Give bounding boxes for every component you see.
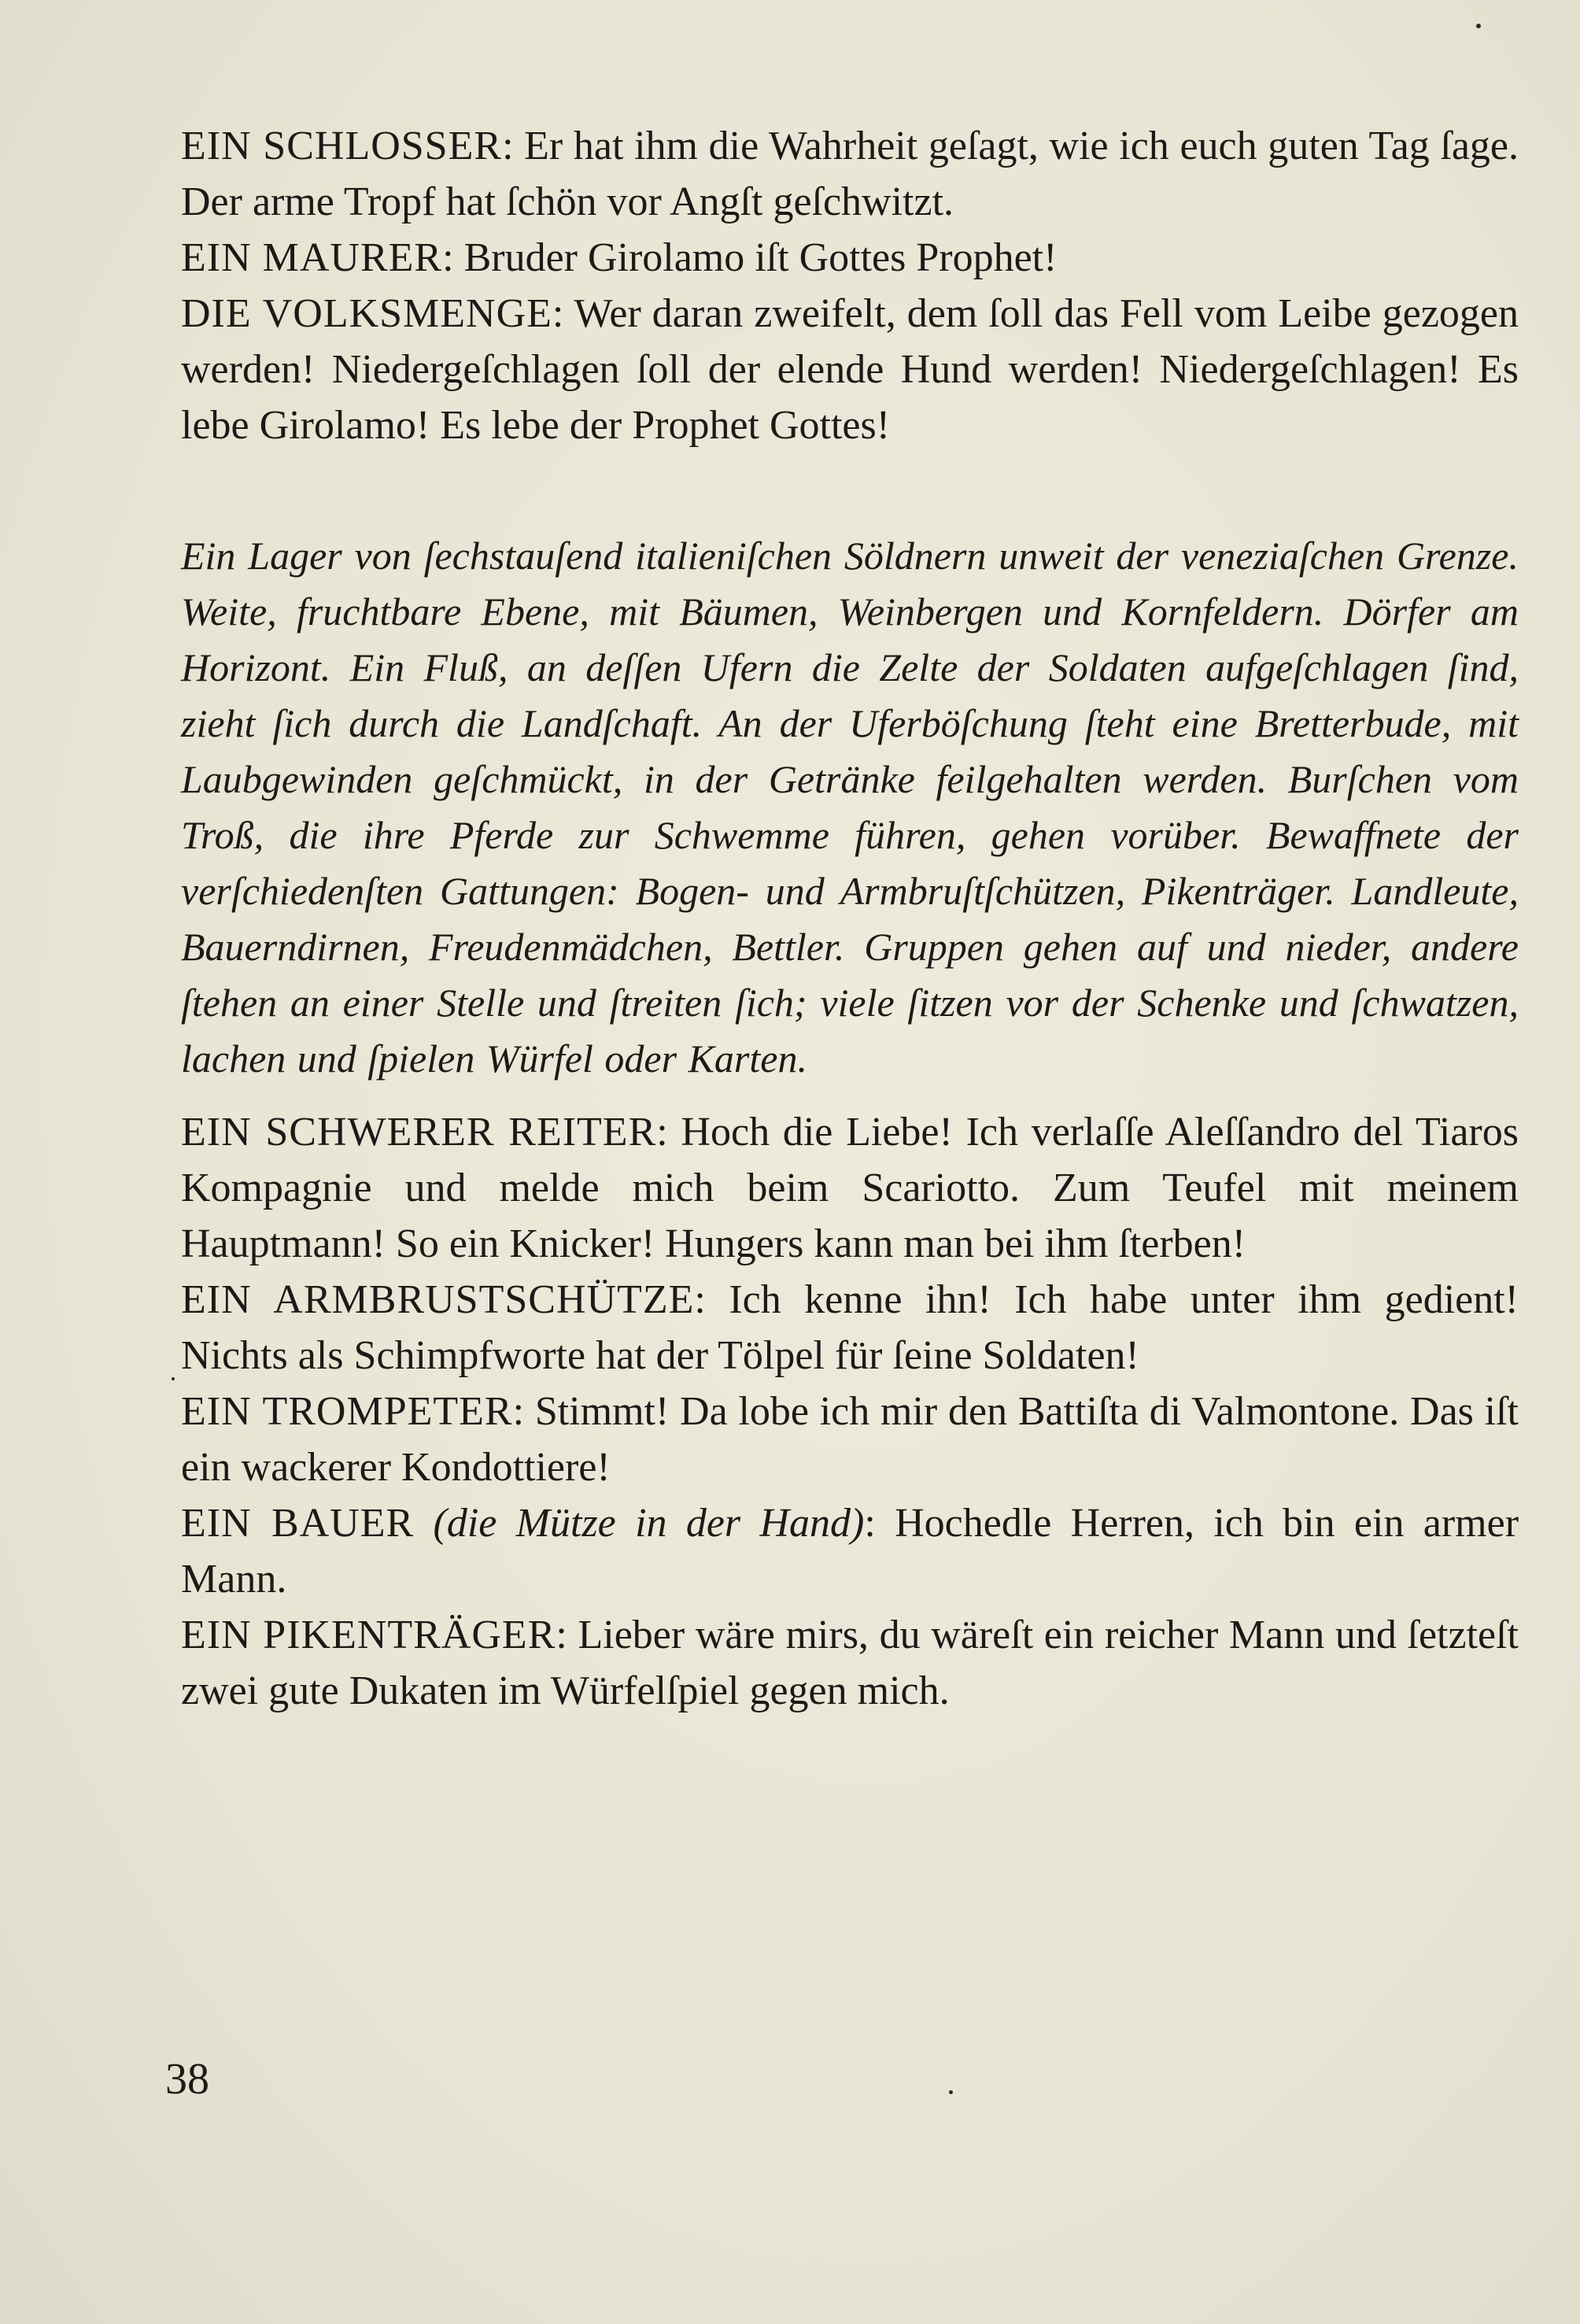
speaker-name: EIN SCHLOSSER <box>181 124 503 168</box>
speaker-stage-note: (die Mütze in der Hand) <box>433 1501 865 1546</box>
speech-volksmenge: DIE VOLKSMENGE: Wer daran zweifelt, dem ſoll das Fell vom Leibe gezogen werden! Niedergeſchlagen ſoll der elende Hund werden! Niedergeſchlagen! Es lebe Girolamo! Es lebe der Prophet Gottes! <box>181 291 1519 448</box>
speech-text: Hoch die Liebe! Ich verlaſſe Aleſſandro del Tiaros Kompagnie und melde mich beim Scariotto. Zum Teufel mit meinem Hauptmann! So ein Knicker! Hungers kann man bei ihm ſterben! <box>181 1110 1519 1266</box>
speech-text: Stimmt! Da lobe ich mir den Battiſta di Valmontone. Das iſt ein wackerer Kondottiere! <box>181 1389 1519 1490</box>
speech-text: Wer daran zweifelt, dem ſoll das Fell vom Leibe gezogen werden! Niedergeſchlagen ſoll der elende Hund werden! Niedergeſchlagen! Es lebe Girolamo! Es lebe der Prophet Gottes! <box>181 291 1519 448</box>
paper-speck <box>949 2090 953 2094</box>
speech-trompeter: EIN TROMPETER: Stimmt! Da lobe ich mir den Battiſta di Valmontone. Das iſt ein wackerer Kondottiere! <box>181 1389 1519 1490</box>
speaker-name: EIN SCHWERER REITER <box>181 1110 657 1155</box>
speech-text: Er hat ihm die Wahrheit geſagt, wie ich euch guten Tag ſage. Der arme Tropf hat ſchön vor Angſt geſchwitzt. <box>181 124 1519 224</box>
paper-speck <box>172 1377 175 1380</box>
speech-armbrustschuetze: EIN ARMBRUSTSCHÜTZE: Ich kenne ihn! Ich habe unter ihm gedient! Nichts als Schimpfworte hat der Tölpel für ſeine Soldaten! <box>181 1277 1519 1378</box>
speaker-name: EIN BAUER <box>181 1501 415 1546</box>
page-number: 38 <box>165 2055 209 2104</box>
speaker-name: EIN MAURER <box>181 235 443 280</box>
speaker-name: DIE VOLKSMENGE <box>181 291 552 336</box>
speech-text: Ich kenne ihn! Ich habe unter ihm gedient! Nichts als Schimpfworte hat der Tölpel für ſeine Soldaten! <box>181 1277 1519 1378</box>
speech-bauer: EIN BAUER (die Mütze in der Hand): Hochedle Herren, ich bin ein armer Mann. <box>181 1501 1519 1602</box>
speech-pikentraeger: EIN PIKENTRÄGER: Lieber wäre mirs, du wäreſt ein reicher Mann und ſetzteſt zwei gute Dukaten im Würfelſpiel gegen mich. <box>181 1613 1519 1713</box>
page-text-block <box>181 118 1519 1719</box>
speech-text: Lieber wäre mirs, du wäreſt ein reicher Mann und ſetzteſt zwei gute Dukaten im Würfelſpiel gegen mich. <box>181 1613 1519 1713</box>
stage-direction: Ein Lager von ſechstauſend italieniſchen Söldnern unweit der veneziaſchen Grenze. Weite, fruchtbare Ebene, mit Bäumen, Weinbergen und Kornfeldern. Dörfer am Horizont. Ein Fluß, an deſſen Ufern die Zelte der Soldaten aufgeſchlagen ſind, zieht ſich durch die Landſchaft. An der Uferböſchung ſteht eine Bretterbude, mit Laubgewinden geſchmückt, in der Getränke feilgehalten werden. Burſchen vom Troß, die ihre Pferde zur Schwemme führen, gehen vorüber. Bewaffnete der verſchiedenſten Gattungen: Bogen- und Armbruſtſchützen, Pikenträger. Landleute, Bauerndirnen, Freudenmädchen, Bettler. Gruppen gehen auf und nieder, andere ſtehen an einer Stelle und ſtreiten ſich; viele ſitzen vor der Schenke und ſchwatzen, lachen und ſpielen Würfel oder Karten. <box>181 534 1519 1081</box>
speech-text: Bruder Girolamo iſt Gottes Prophet! <box>463 235 1058 280</box>
speech-maurer: EIN MAURER: Bruder Girolamo iſt Gottes Prophet! <box>181 235 1058 280</box>
speaker-name: EIN ARMBRUSTSCHÜTZE <box>181 1277 695 1322</box>
paper-speck <box>1476 24 1481 28</box>
speaker-name: EIN TROMPETER <box>181 1389 513 1434</box>
speech-text: Hochedle Herren, ich bin ein armer Mann. <box>181 1501 1519 1602</box>
speaker-name: EIN PIKENTRÄGER <box>181 1613 556 1657</box>
speech-schwerer-reiter: EIN SCHWERER REITER: Hoch die Liebe! Ich verlaſſe Aleſſandro del Tiaros Kompagnie und melde mich beim Scariotto. Zum Teufel mit meinem Hauptmann! So ein Knicker! Hungers kann man bei ihm ſterben! <box>181 1110 1519 1266</box>
speech-schlosser: EIN SCHLOSSER: Er hat ihm die Wahrheit geſagt, wie ich euch guten Tag ſage. Der arme Tropf hat ſchön vor Angſt geſchwitzt. <box>181 124 1519 224</box>
